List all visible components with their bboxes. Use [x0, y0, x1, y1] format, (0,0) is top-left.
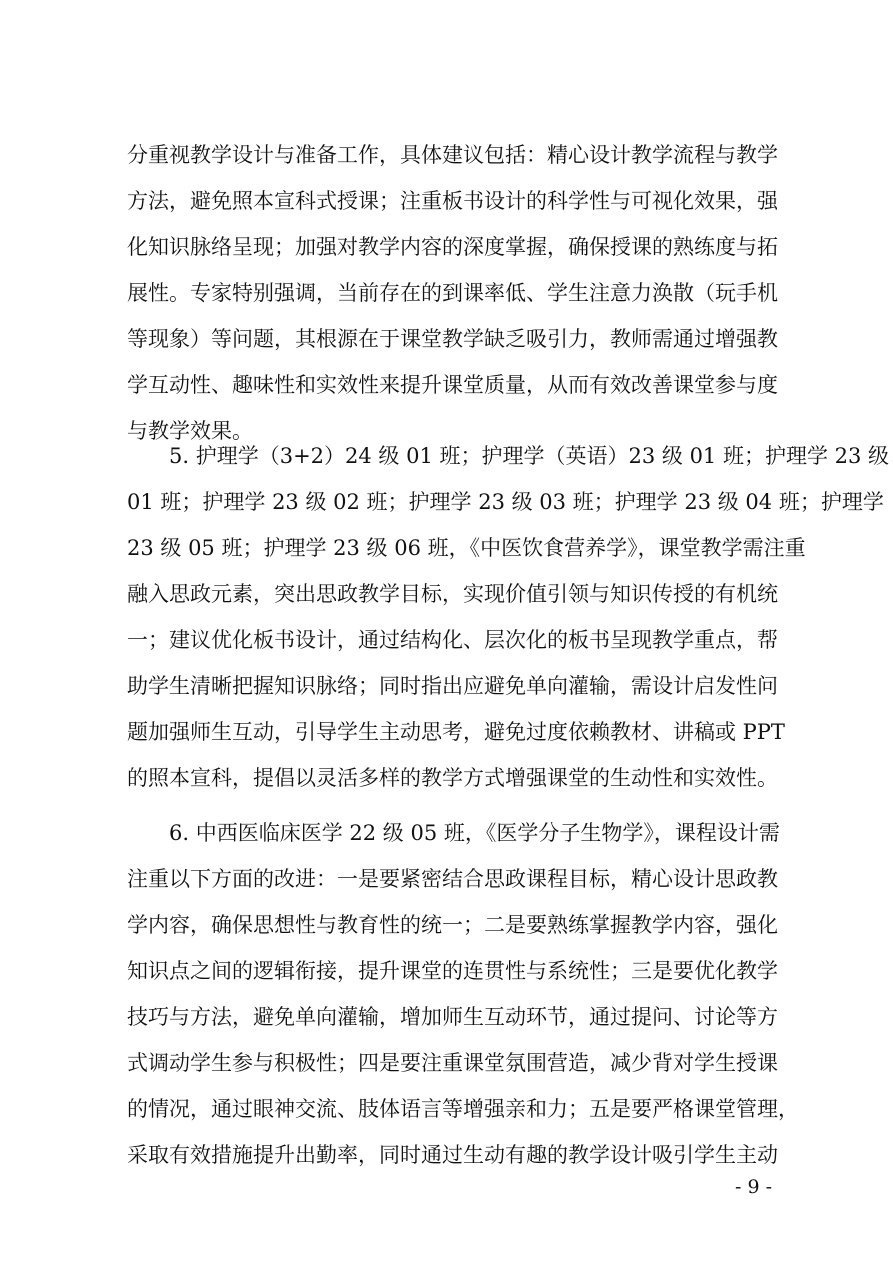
- text-line: 5. 护理学（3+2）24 级 01 班；护理学（英语）23 级 01 班；护理学 23 级: [169, 444, 890, 468]
- text-line: 式调动学生参与积极性；四是要注重课堂氛围营造，减少背对学生授课: [127, 1051, 778, 1075]
- text-line: 采取有效措施提升出勤率，同时通过生动有趣的教学设计吸引学生主动: [127, 1143, 778, 1167]
- text-line: 方法，避免照本宣科式授课；注重板书设计的科学性与可视化效果，强: [127, 189, 778, 213]
- text-line: 的情况，通过眼神交流、肢体语言等增强亲和力；五是要严格课堂管理，: [127, 1097, 799, 1121]
- text-line: 注重以下方面的改进：一是要紧密结合思政课程目标，精心设计思政教: [127, 867, 778, 891]
- text-line: 分重视教学设计与准备工作，具体建议包括：精心设计教学流程与教学: [127, 143, 778, 167]
- text-line: 技巧与方法，避免单向灌输，增加师生互动环节，通过提问、讨论等方: [127, 1005, 778, 1029]
- text-line: 融入思政元素，突出思政教学目标，实现价值引领与知识传授的有机统: [127, 582, 778, 606]
- text-line: 的照本宣科，提倡以灵活多样的教学方式增强课堂的生动性和实效性。: [127, 766, 778, 790]
- text-line: 等现象）等问题，其根源在于课堂教学缺乏吸引力，教师需通过增强教: [127, 327, 778, 351]
- text-line: 与教学效果。: [127, 419, 253, 443]
- text-line: 知识点之间的逻辑衔接，提升课堂的连贯性与系统性；三是要优化教学: [127, 959, 778, 983]
- page-number: - 9 -: [734, 1176, 772, 1198]
- text-line: 助学生清晰把握知识脉络；同时指出应避免单向灌输，需设计启发性问: [127, 674, 778, 698]
- text-line: 题加强师生互动，引导学生主动思考，避免过度依赖教材、讲稿或 PPT: [127, 720, 785, 744]
- text-line: 一；建议优化板书设计，通过结构化、层次化的板书呈现教学重点，帮: [127, 628, 778, 652]
- text-line: 化知识脉络呈现；加强对教学内容的深度掌握，确保授课的熟练度与拓: [127, 235, 778, 259]
- text-line: 01 班；护理学 23 级 02 班；护理学 23 级 03 班；护理学 23 级 04 班；护理学: [127, 490, 884, 514]
- text-line: 23 级 05 班；护理学 23 级 06 班，《中医饮食营养学》，课堂教学需注重: [127, 536, 806, 560]
- text-line: 展性。专家特别强调，当前存在的到课率低、学生注意力涣散（玩手机: [127, 281, 778, 305]
- text-line: 学互动性、趣味性和实效性来提升课堂质量，从而有效改善课堂参与度: [127, 373, 778, 397]
- text-line: 6. 中西医临床医学 22 级 05 班，《医学分子生物学》，课程设计需: [169, 821, 780, 845]
- text-line: 学内容，确保思想性与教育性的统一；二是要熟练掌握教学内容，强化: [127, 913, 778, 937]
